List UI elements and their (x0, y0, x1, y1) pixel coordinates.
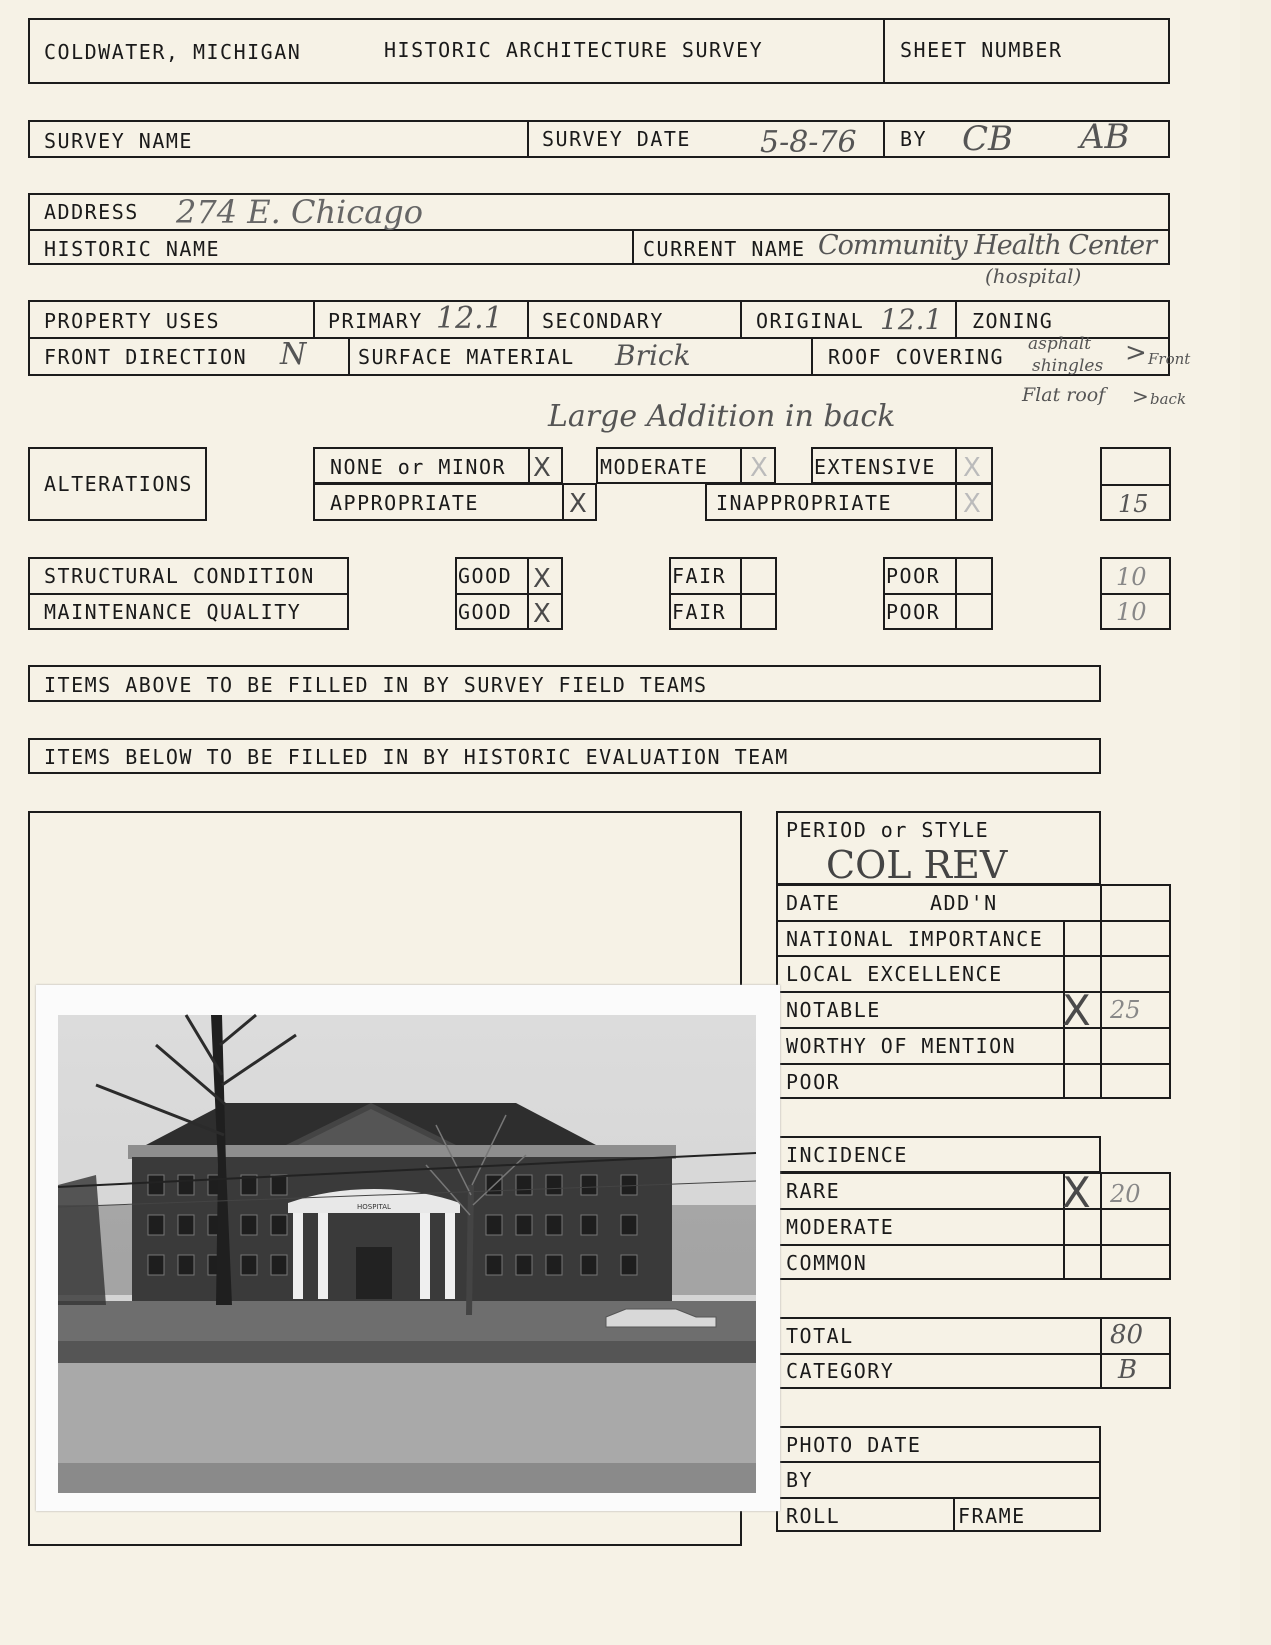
maintenance-good-label: GOOD (458, 600, 513, 624)
eval-row-line-2 (776, 955, 1171, 957)
date-label: DATE (786, 891, 841, 915)
current-name-note: (hospital) (985, 264, 1082, 288)
rare-mark: X (1062, 1168, 1091, 1217)
structural-good-label: GOOD (458, 564, 513, 588)
inc-row-line-2 (776, 1244, 1171, 1246)
incidence-label: INCIDENCE (786, 1143, 908, 1167)
historic-name-label: HISTORIC NAME (44, 237, 221, 261)
surface-material-value: Brick (615, 339, 691, 372)
roof-note-front: Front (1148, 350, 1191, 368)
header-divider (883, 18, 885, 84)
fair-divider (669, 593, 777, 595)
appropriate-divider (562, 483, 564, 521)
primary-label: PRIMARY (328, 309, 423, 333)
original-value: 12.1 (880, 303, 943, 336)
fair-vdivider (740, 557, 742, 630)
below-note: ITEMS BELOW TO BE FILLED IN BY HISTORIC EVALUATION TEAM (44, 745, 789, 769)
roof-note-brace-2: > (1132, 384, 1149, 408)
roof-note-back: back (1150, 390, 1187, 408)
primary-value: 12.1 (436, 301, 503, 336)
property-divider-3 (740, 300, 742, 338)
property-divider-1 (313, 300, 315, 338)
local-excellence-label: LOCAL EXCELLENCE (786, 962, 1003, 986)
survey-date-value: 5-8-76 (760, 125, 857, 160)
rare-score: 20 (1110, 1180, 1141, 1208)
roof-note-asphalt: asphalt (1028, 334, 1092, 354)
building-photograph (36, 985, 780, 1511)
eval-col-line-2 (1100, 884, 1102, 1099)
structural-poor-label: POOR (886, 564, 941, 588)
good-vdivider (527, 557, 529, 630)
worthy-of-mention-label: WORTHY OF MENTION (786, 1034, 1017, 1058)
name-divider (632, 229, 634, 265)
notable-score: 25 (1110, 996, 1141, 1024)
property-divider (28, 337, 1170, 339)
eval-row-line-3 (776, 991, 1171, 993)
maintenance-score: 10 (1116, 598, 1147, 626)
eval-poor-label: POOR (786, 1070, 841, 1094)
total-row-line (776, 1353, 1171, 1355)
inc-row-line-1 (776, 1208, 1171, 1210)
moderate-mark: X (750, 453, 768, 483)
poor-vdivider (955, 557, 957, 630)
survey-name-label: SURVEY NAME (44, 129, 193, 153)
hospital-sign-text: HOSPITAL (357, 1203, 391, 1211)
inappropriate-mark: X (963, 489, 981, 519)
extensive-divider (955, 447, 957, 484)
maintenance-poor-label: POOR (886, 600, 941, 624)
inappropriate-divider (955, 483, 957, 521)
photo-date-label: PHOTO DATE (786, 1433, 922, 1457)
none-minor-divider (528, 447, 530, 484)
property-divider-5 (348, 337, 350, 376)
rare-label: RARE (786, 1179, 841, 1203)
appropriate-label: APPROPRIATE (330, 491, 479, 515)
survey-by-label: BY (900, 127, 928, 151)
property-divider-2 (527, 300, 529, 338)
notable-mark: X (1062, 986, 1091, 1035)
eval-row-line-4 (776, 1027, 1171, 1029)
period-value: COL REV (826, 843, 1008, 887)
addn-label: ADD'N (930, 891, 998, 915)
alterations-note: Large Addition in back (548, 399, 896, 434)
photo-info-col-line (953, 1497, 955, 1532)
sheet-number-label: SHEET NUMBER (900, 38, 1063, 62)
front-direction-label: FRONT DIRECTION (44, 345, 248, 369)
moderate-divider (740, 447, 742, 484)
maintenance-quality-label: MAINTENANCE QUALITY (44, 600, 302, 624)
roof-covering-label: ROOF COVERING (828, 345, 1005, 369)
property-divider-4 (955, 300, 957, 338)
inc-col-line-2 (1100, 1172, 1102, 1280)
none-minor-mark: X (533, 453, 551, 483)
alterations-score: 15 (1118, 490, 1149, 518)
current-name-value: Community Health Center (818, 230, 1157, 261)
address-value: 274 E. Chicago (176, 193, 424, 231)
survey-date-label: SURVEY DATE (542, 127, 691, 151)
city-label: COLDWATER, MICHIGAN (44, 40, 302, 64)
condition-label-divider (28, 593, 349, 595)
original-label: ORIGINAL (756, 309, 865, 333)
above-note: ITEMS ABOVE TO BE FILLED IN BY SURVEY FIELD TEAMS (44, 673, 708, 697)
total-col-line (1100, 1317, 1102, 1389)
condition-score-divider (1100, 593, 1171, 595)
period-label: PERIOD or STYLE (786, 818, 990, 842)
survey-by-value-2: AB (1080, 117, 1130, 157)
structural-score: 10 (1116, 563, 1147, 591)
roll-label: ROLL (786, 1504, 841, 1528)
form-title: HISTORIC ARCHITECTURE SURVEY (384, 38, 764, 62)
eval-row-line-1 (776, 920, 1171, 922)
property-divider-6 (811, 337, 813, 376)
survey-divider (527, 120, 529, 158)
poor-divider (883, 593, 993, 595)
maintenance-fair-label: FAIR (672, 600, 727, 624)
notable-label: NOTABLE (786, 998, 881, 1022)
surface-material-label: SURFACE MATERIAL (358, 345, 575, 369)
structural-condition-label: STRUCTURAL CONDITION (44, 564, 315, 588)
moderate-label: MODERATE (600, 455, 709, 479)
roof-note-flat: Flat roof (1022, 384, 1106, 406)
inc-moderate-label: MODERATE (786, 1215, 895, 1239)
maintenance-good-mark: X (533, 599, 551, 629)
hospital-photo-illustration (36, 985, 780, 1511)
roof-note-shingles: shingles (1032, 356, 1104, 376)
address-label: ADDRESS (44, 200, 139, 224)
inappropriate-label: INAPPROPRIATE (716, 491, 893, 515)
none-minor-label: NONE or MINOR (330, 455, 507, 479)
national-importance-label: NATIONAL IMPORTANCE (786, 927, 1044, 951)
category-label: CATEGORY (786, 1359, 895, 1383)
structural-fair-label: FAIR (672, 564, 727, 588)
structural-good-mark: X (533, 564, 551, 594)
zoning-label: ZONING (972, 309, 1054, 333)
alterations-score-divider (1100, 484, 1171, 486)
category-value: B (1118, 1355, 1138, 1385)
alterations-label: ALTERATIONS (44, 472, 193, 496)
front-direction-value: N (280, 337, 307, 372)
common-label: COMMON (786, 1251, 868, 1275)
survey-by-value-1: CB (962, 119, 1013, 159)
survey-divider-2 (883, 120, 885, 158)
secondary-label: SECONDARY (542, 309, 664, 333)
frame-label: FRAME (958, 1504, 1026, 1528)
photo-info-line-1 (776, 1461, 1101, 1463)
current-name-label: CURRENT NAME (643, 237, 806, 261)
extensive-mark: X (963, 453, 981, 483)
total-label: TOTAL (786, 1324, 854, 1348)
roof-note-brace: > (1125, 338, 1147, 368)
total-value: 80 (1110, 1320, 1144, 1350)
appropriate-mark: X (569, 489, 587, 519)
photo-by-label: BY (786, 1468, 814, 1492)
extensive-label: EXTENSIVE (814, 455, 936, 479)
eval-row-line-5 (776, 1063, 1171, 1065)
property-uses-label: PROPERTY USES (44, 309, 221, 333)
photo-info-line-2 (776, 1497, 1101, 1499)
